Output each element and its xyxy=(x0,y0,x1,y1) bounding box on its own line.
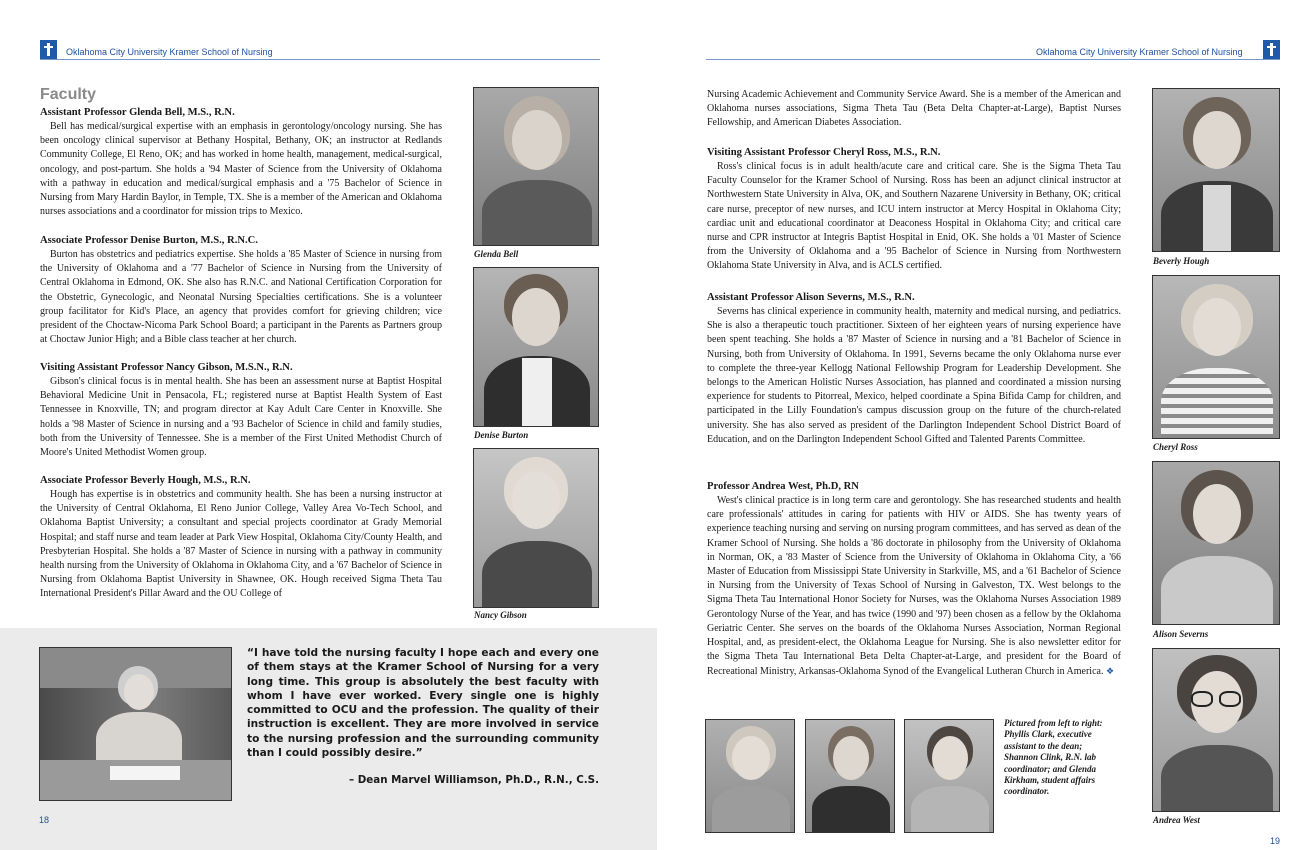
bio-text: Burton has obstetrics and pediatrics expertise. She holds a '85 Master of Science in nursing from the University of Oklahoma and a '77 Bachelor of Science in Nursing from the University of Central Oklahoma in Edmond, OK. She also has R.N.C. and National Certification Corporation for the Obstetric, Gynecologic, and Neonatal Nursing Specialties certifications. She is a volunteer group facilitator for Kid's Place, an agency that provides comfort for grieving children; vice president of the Choctaw-Nicoma Park School Board; a participant in the Parents as Partners group at Choctaw Junior High; and a Bible class teacher at her church. xyxy=(40,249,442,346)
bio-alison-severns xyxy=(707,291,1121,447)
caption-nancy-gibson: Nancy Gibson xyxy=(474,610,527,620)
bio-text: Gibson's clinical focus is in mental health. She has been an assessment nurse at Baptist Hospital Behavioral Medicine Unit in Pensacola, FL; registered nurse at Baptist Health System of East Tennessee in Knoxville, TN; and program director at Kay Adult Care Center in Knoxville. She holds a '98 Master of Science in nursing and a '93 Bachelor of Science in child and family studies, both from the University of Tennessee. She is a member of the First United Methodist Church of Moore's United Methodist Women group. xyxy=(40,376,442,459)
bio-text: Severns has clinical experience in community health, maternity and medical nursing, and pediatrics. She is also a therapeutic touch practitioner. Sixteen of her eighteen years of nursing experience have been spent teaching. She holds a '87 Master of Science in nursing and a '81 Bachelor of Science in Nursing, both from University of Oklahoma. In 1991, Severns became the only Oklahoma nurse ever to complete the three-year Kellogg National Fellowship Program for Leadership Development. She belongs to the American Holistic Nurses Association, has planned and coordinated a mission nursing experience for students to Pitorreal, Mexico, helped coordinate a Spina Bifida Camp for children, and participated in the Lilly Foundation's campus discussion group on the future of the church-related university. She has also served as president of the Darlington Independent School District Board of Education, and on the Darlington Independent School Gifted and Talented Parents Committee. xyxy=(707,306,1121,445)
caption-cheryl-ross: Cheryl Ross xyxy=(1153,442,1198,452)
right-page xyxy=(657,0,1314,850)
university-logo-icon xyxy=(40,40,57,59)
caption-denise-burton: Denise Burton xyxy=(474,430,529,440)
bio-name: Assistant Professor Glenda Bell, M.S., R.N. xyxy=(40,107,235,118)
photo-phyllis-clark xyxy=(705,719,795,833)
bio-nancy-gibson xyxy=(40,361,442,460)
photo-denise-burton xyxy=(473,267,599,427)
photo-glenda-kirkham xyxy=(904,719,994,833)
bio-text xyxy=(707,494,1121,680)
end-mark-icon: ❖ xyxy=(1105,666,1115,677)
photo-glenda-bell xyxy=(473,87,599,246)
photo-nancy-gibson xyxy=(473,448,599,608)
header-title: Oklahoma City University Kramer School of Nursing xyxy=(1036,47,1243,57)
bio-continued xyxy=(707,88,1121,131)
photo-alison-severns xyxy=(1152,461,1280,625)
bio-name: Visiting Assistant Professor Cheryl Ross, M.S., R.N. xyxy=(707,147,941,158)
bio-denise-burton xyxy=(40,234,442,347)
bio-name: Visiting Assistant Professor Nancy Gibson, M.S.N., R.N. xyxy=(40,362,293,373)
university-logo-icon xyxy=(1263,40,1280,59)
caption-andrea-west: Andrea West xyxy=(1153,815,1200,825)
header-rule xyxy=(706,59,1280,60)
page-number: 18 xyxy=(39,815,50,825)
bio-text: Bell has medical/surgical expertise with an emphasis in gerontology/oncology nursing. She has been oncology clinical supervisor at Bethany Hospital, Bethany, OK; an instructor at Redlands Community College, El Reno, OK; and has worked in home health, management, medical-surgical, oncology, and post-partum. She holds a '94 Master of Science from the University of Oklahoma with a pathway in education and medical/surgical emphasis and a '75 Bachelor of Science in Nursing from Mary Hardin Baylor, in Temple, TX. She is a member of the American and Oklahoma nurses associations and a coordinator for mission trips to Mexico. xyxy=(40,121,442,218)
bio-text-continued: Nursing Academic Achievement and Community Service Award. She is a member of the American and Oklahoma nurses associations, Sigma Theta Tau (Beta Delta Chapter-at-Large), Baptist Nurses Fellowship, and American Diabetes Association. xyxy=(707,89,1121,129)
bio-text: Hough has expertise is in obstetrics and community health. She has been a nursing instructor at the University of Central Oklahoma, El Reno Junior College, Valley Area Vo-Tech School, and Oklahoma Baptist University; a consultant and special projects coordinator at Grady Memorial Hospital; and staff nurse and team leader at Park View Hospital, Oklahoma City/County Health, and Presbyterian Hospital. She holds a '87 Master of Science in nursing with a pathway in community health nursing from the University of Oklahoma in Oklahoma City, and a '67 Bachelor of Science in Nursing from Oklahoma Baptist University in Shawnee, OK. Hough received Sigma Theta Tau International President's Pillar Award and the OU College of xyxy=(40,489,442,600)
dean-quote: “I have told the nursing faculty I hope each and every one of them stays at the Kramer School of Nursing for a very long time. This group is absolutely the best faculty with whom I have ever worked. Every single one is highly committed to OCU and the profession. The quality of their instruction is excellent. They are more involved in service to the nursing profession and the surrounding community than I could possibly desire.” xyxy=(247,647,599,760)
photo-shannon-clink xyxy=(805,719,895,833)
bio-cheryl-ross xyxy=(707,146,1121,274)
caption-beverly-hough: Beverly Hough xyxy=(1153,256,1210,266)
header-title: Oklahoma City University Kramer School of Nursing xyxy=(66,47,273,57)
bio-name: Associate Professor Beverly Hough, M.S., R.N. xyxy=(40,475,251,486)
bio-name: Professor Andrea West, Ph.D, RN xyxy=(707,481,859,492)
bio-text-body: West's clinical practice is in long term care and gerontology. She has researched students and health care professionals' attitudes in caring for patients with HIV or AIDS. She has twenty years of experience teaching nursing and serving on nursing program committees, and has served as dean of the Kramer School of Nursing. She holds a '86 doctorate in philosophy from the University of Oklahoma in Norman, OK, a '83 Master of Science from the University of Oklahoma in Oklahoma City, a '66 Master of Education from Mississippi State University in Starkville, MS, and a '61 Bachelor of Science in Nursing from the University of Texas School of Nursing in Galveston, TX. West belongs to the Sigma Theta Tau International Honor Society for Nurses, was the Oklahoma Nurses Association 1989 Gerontology Nurse of the Year, and has twice (1990 and '97) been chosen as a fellow by the Oklahoma Geriatric Center. She serves on the boards of the Oklahoma Nurses Association, Norman Regional Hospital, and, as president-elect, the Oklahoma League for Nursing. She is also newsletter editor for the Sigma Theta Tau International Beta Delta Chapter-at-Large, and president for the Board of Recreational Ministry, Arkansas-Oklahoma Synod of the Evangelical Lutheran Church in America. xyxy=(707,495,1121,678)
bio-andrea-west xyxy=(707,480,1121,680)
photo-beverly-hough xyxy=(1152,88,1280,252)
caption-alison-severns: Alison Severns xyxy=(1153,629,1209,639)
bio-beverly-hough xyxy=(40,474,442,602)
bio-text: Ross's clinical focus is in adult health/acute care and critical care. She is the Sigma Theta Tau Faculty Counselor for the Kramer School of Nursing. Ross has been an adjunct clinical instructor at Northwestern State University in Alva, OK, and Southern Nazarene University in Bethany, OK; critical care nurse, preceptor of new nurses, and ICU intern instructor at Mercy Hospital in Oklahoma City; cardiac unit and educational coordinator at Deaconess Hospital in Oklahoma City; and critical care nurse and CPR instructor at Integris Baptist Hospital in Enid, OK. She holds a '01 Master of Science from the University of Oklahoma and a '95 Bachelor of Science in Nursing from Northwestern Oklahoma State University in Alva, and is ACLS certified. xyxy=(707,161,1121,272)
photo-dean-marvel-williamson xyxy=(39,647,232,801)
section-title: Faculty xyxy=(40,86,97,103)
photo-andrea-west xyxy=(1152,648,1280,812)
page-number: 19 xyxy=(1270,836,1281,846)
bio-glenda-bell xyxy=(40,106,442,219)
bio-name: Associate Professor Denise Burton, M.S., R.N.C. xyxy=(40,235,258,246)
bio-name: Assistant Professor Alison Severns, M.S., R.N. xyxy=(707,292,915,303)
caption-glenda-bell: Glenda Bell xyxy=(474,249,519,259)
header-rule xyxy=(40,59,600,60)
group-photo-caption: Pictured from left to right: Phyllis Clark, executive assistant to the dean; Shannon Clink, R.N. lab coordinator; and Glenda Kirkham, student affairs coordinator. xyxy=(1004,718,1103,797)
quote-attribution: – Dean Marvel Williamson, Ph.D., R.N., C.S. xyxy=(349,774,599,786)
photo-cheryl-ross xyxy=(1152,275,1280,439)
